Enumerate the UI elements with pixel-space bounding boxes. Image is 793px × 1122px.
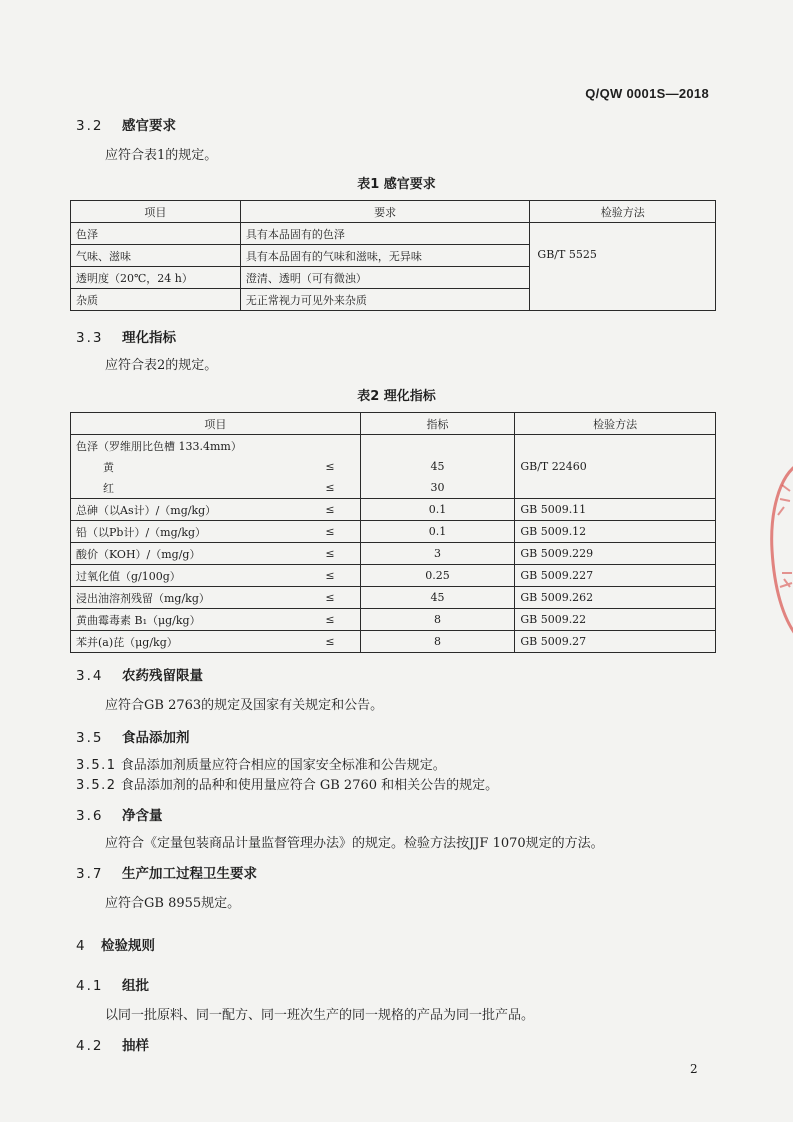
item-cell: 杂质 <box>71 289 241 311</box>
requirement-cell: 澄清、透明（可有微浊） <box>240 267 530 289</box>
item-cell: 色泽（罗维朋比色槽 133.4mm） <box>71 435 361 457</box>
value-cell: 45 <box>360 587 515 609</box>
operator-cell: ≤ <box>300 565 360 587</box>
table1-sensory <box>70 200 716 311</box>
value-cell: 45 <box>360 456 515 477</box>
header-cell: 项目 <box>71 413 361 435</box>
section-3-3-text: 应符合表2的规定。 <box>105 358 218 373</box>
value-cell: 0.1 <box>360 499 515 521</box>
red-seal-stamp-fragment <box>760 455 793 645</box>
operator-cell: ≤ <box>300 609 360 631</box>
table2-caption: 表2 理化指标 <box>357 389 436 404</box>
table2-physicochemical <box>70 412 716 653</box>
header-cell: 要求 <box>240 201 530 223</box>
value-cell: 3 <box>360 543 515 565</box>
section-3-6-text: 应符合《定量包装商品计量监督管理办法》的规定。检验方法按JJF 1070规定的方法。 <box>105 836 604 851</box>
section-3-7-text: 应符合GB 8955规定。 <box>105 896 241 911</box>
table-row <box>71 477 716 499</box>
table-row <box>71 245 716 267</box>
table-row <box>71 435 716 457</box>
section-3-5-heading: 3.5 食品添加剂 <box>76 730 190 746</box>
operator-cell: ≤ <box>300 543 360 565</box>
section-3-7-heading: 3.7 生产加工过程卫生要求 <box>76 866 257 882</box>
section-3-3-heading: 3.3 理化指标 <box>76 330 176 346</box>
item-cell: 黄 <box>71 456 301 477</box>
header-cell: 检验方法 <box>515 413 716 435</box>
header-cell: 检验方法 <box>530 201 716 223</box>
standard-code: Q/QW 0001S—2018 <box>585 86 709 101</box>
table1-caption: 表1 感官要求 <box>357 177 436 192</box>
page-number: 2 <box>690 1062 698 1076</box>
method-cell: GB 5009.22 <box>515 609 716 631</box>
requirement-cell: 具有本品固有的气味和滋味，无异味 <box>240 245 530 267</box>
value-cell: 0.25 <box>360 565 515 587</box>
section-4-1-text: 以同一批原料、同一配方、同一班次生产的同一规格的产品为同一批产品。 <box>105 1008 535 1023</box>
table-row <box>71 223 716 245</box>
item-cell: 过氧化值（g/100g） <box>71 565 301 587</box>
table-header-row <box>71 201 716 223</box>
item-cell: 透明度（20℃，24 h） <box>71 267 241 289</box>
table-row <box>71 543 716 565</box>
method-cell: GB 5009.27 <box>515 631 716 653</box>
section-4-heading: 4 检验规则 <box>76 938 155 954</box>
section-3-6-heading: 3.6 净含量 <box>76 808 163 824</box>
item-cell: 浸出油溶剂残留（mg/kg） <box>71 587 301 609</box>
section-4-2-heading: 4.2 抽样 <box>76 1038 149 1054</box>
value-cell: 8 <box>360 631 515 653</box>
operator-cell: ≤ <box>300 499 360 521</box>
operator-cell: ≤ <box>300 456 360 477</box>
operator-cell: ≤ <box>300 587 360 609</box>
section-3-4-text: 应符合GB 2763的规定及国家有关规定和公告。 <box>105 698 384 713</box>
table-header-row <box>71 413 716 435</box>
section-3-2-heading: 3.2 感官要求 <box>76 118 176 134</box>
requirement-cell: 具有本品固有的色泽 <box>240 223 530 245</box>
method-cell: GB 5009.11 <box>515 499 716 521</box>
table-row <box>71 521 716 543</box>
item-cell: 铅（以Pb计）/（mg/kg） <box>71 521 301 543</box>
value-cell: 8 <box>360 609 515 631</box>
method-cell: GB/T 5525 <box>530 245 716 311</box>
table-row <box>71 587 716 609</box>
table-row <box>71 609 716 631</box>
method-cell: GB 5009.262 <box>515 587 716 609</box>
section-3-5-1: 3.5.1 食品添加剂质量应符合相应的国家安全标准和公告规定。 <box>76 758 446 773</box>
item-cell: 色泽 <box>71 223 241 245</box>
value-cell: 30 <box>360 477 515 499</box>
method-cell: GB 5009.227 <box>515 565 716 587</box>
method-cell: GB 5009.12 <box>515 521 716 543</box>
item-cell: 黄曲霉毒素 B₁（μg/kg） <box>71 609 301 631</box>
table-row <box>71 456 716 477</box>
item-cell: 红 <box>71 477 301 499</box>
method-cell: GB 5009.229 <box>515 543 716 565</box>
item-cell: 总砷（以As计）/（mg/kg） <box>71 499 301 521</box>
section-3-4-heading: 3.4 农药残留限量 <box>76 668 203 684</box>
operator-cell: ≤ <box>300 521 360 543</box>
item-cell: 气味、滋味 <box>71 245 241 267</box>
item-cell: 苯并(a)芘（μg/kg） <box>71 631 301 653</box>
header-cell: 项目 <box>71 201 241 223</box>
table-row <box>71 565 716 587</box>
section-4-1-heading: 4.1 组批 <box>76 978 149 994</box>
value-cell: 0.1 <box>360 521 515 543</box>
requirement-cell: 无正常视力可见外来杂质 <box>240 289 530 311</box>
operator-cell: ≤ <box>300 477 360 499</box>
section-3-5-2: 3.5.2 食品添加剂的品种和使用量应符合 GB 2760 和相关公告的规定。 <box>76 778 499 793</box>
section-3-2-text: 应符合表1的规定。 <box>105 148 218 163</box>
method-cell: GB/T 22460 <box>515 456 716 477</box>
header-cell: 指标 <box>360 413 515 435</box>
table-row <box>71 499 716 521</box>
item-cell: 酸价（KOH）/（mg/g） <box>71 543 301 565</box>
table-row <box>71 631 716 653</box>
operator-cell: ≤ <box>300 631 360 653</box>
